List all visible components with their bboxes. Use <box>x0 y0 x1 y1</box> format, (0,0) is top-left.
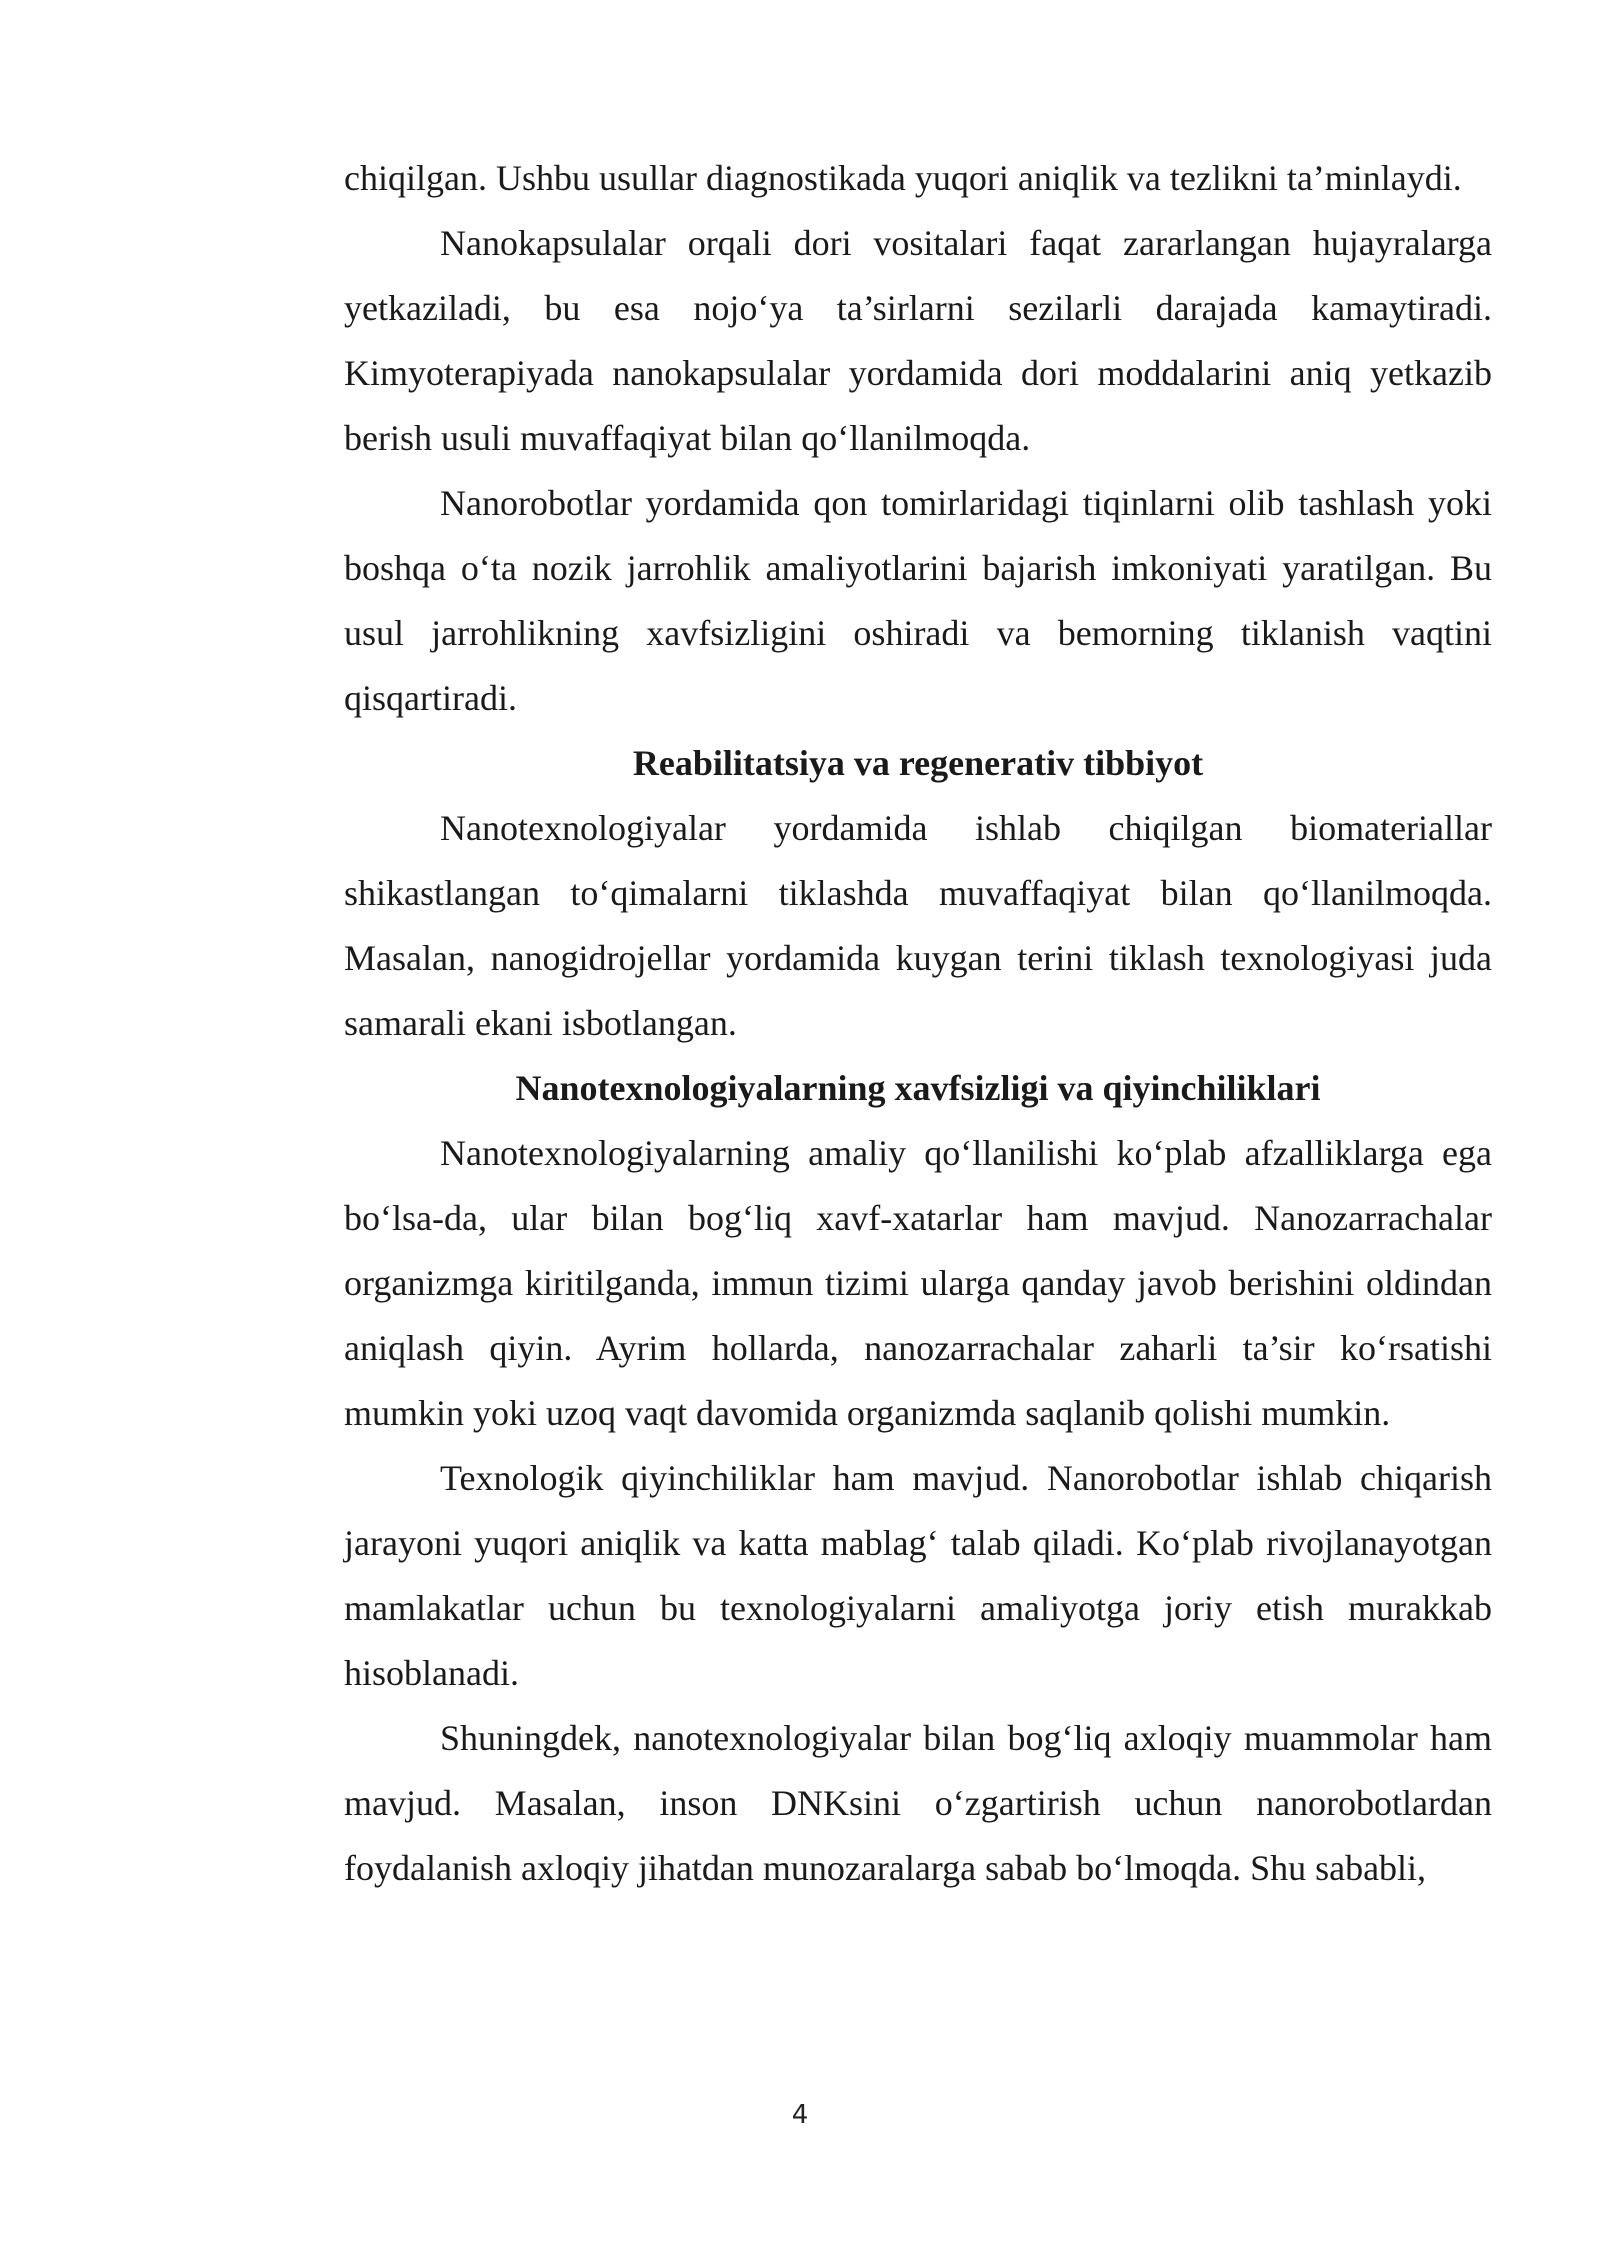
paragraph-ethical-issues: Shuningdek, nanotexnologiyalar bilan bog‘liq axloqiy muammolar ham mavjud. Masalan, inson DNKsini o‘zgartirish uchun nanorobotlardan foydalanish axloqiy jihatdan munozaralarga sabab bo‘lmoqda. Shu sababli, <box>344 1718 1492 1888</box>
paragraph-biomaterials: Nanotexnologiyalar yordamida ishlab chiqilgan biomateriallar shikastlangan to‘qimalarni tiklashda muvaffaqiyat bilan qo‘llanilmoqda. Masalan, nanogidrojellar yordamida kuygan terini tiklash texnologiyasi juda samarali ekani isbotlangan. <box>344 808 1492 1043</box>
page-body <box>344 146 1492 1901</box>
section-heading-safety: Nanotexnologiyalarning xavfsizligi va qiyinchiliklari <box>515 1068 1321 1108</box>
page-number: 4 <box>791 2100 809 2130</box>
section-heading-rehabilitation: Reabilitatsiya va regenerativ tibbiyot <box>632 743 1204 783</box>
paragraph-continued: chiqilgan. Ushbu usullar diagnostikada yuqori aniqlik va tezlikni ta’minlaydi. <box>344 158 1462 198</box>
paragraph-nanorobots-surgery: Nanorobotlar yordamida qon tomirlaridagi tiqinlarni olib tashlash yoki boshqa o‘ta nozik jarrohlik amaliyotlarini bajarish imkoniyati yaratilgan. Bu usul jarrohlikning xavfsizligini oshiradi va bemorning tiklanish vaqtini qisqartiradi. <box>344 483 1492 718</box>
paragraph-risks: Nanotexnologiyalarning amaliy qo‘llanilishi ko‘plab afzalliklarga ega bo‘lsa-da, ular bilan bog‘liq xavf-xatarlar ham mavjud. Nanozarrachalar organizmga kiritilganda, immun tizimi ularga qanday javob berishini oldindan aniqlash qiyin. Ayrim hollarda, nanozarrachalar zaharli ta’sir ko‘rsatishi mumkin yoki uzoq vaqt davomida organizmda saqlanib qolishi mumkin. <box>344 1133 1492 1433</box>
paragraph-nanocapsules: Nanokapsulalar orqali dori vositalari faqat zararlangan hujayralarga yetkaziladi, bu esa nojo‘ya ta’sirlarni sezilarli darajada kamaytiradi. Kimyoterapiyada nanokapsulalar yordamida dori moddalarini aniq yetkazib berish usuli muvaffaqiyat bilan qo‘llanilmoqda. <box>344 223 1492 458</box>
paragraph-technological-challenges: Texnologik qiyinchiliklar ham mavjud. Nanorobotlar ishlab chiqarish jarayoni yuqori aniqlik va katta mablag‘ talab qiladi. Ko‘plab rivojlanayotgan mamlakatlar uchun bu texnologiyalarni amaliyotga joriy etish murakkab hisoblanadi. <box>344 1458 1492 1693</box>
